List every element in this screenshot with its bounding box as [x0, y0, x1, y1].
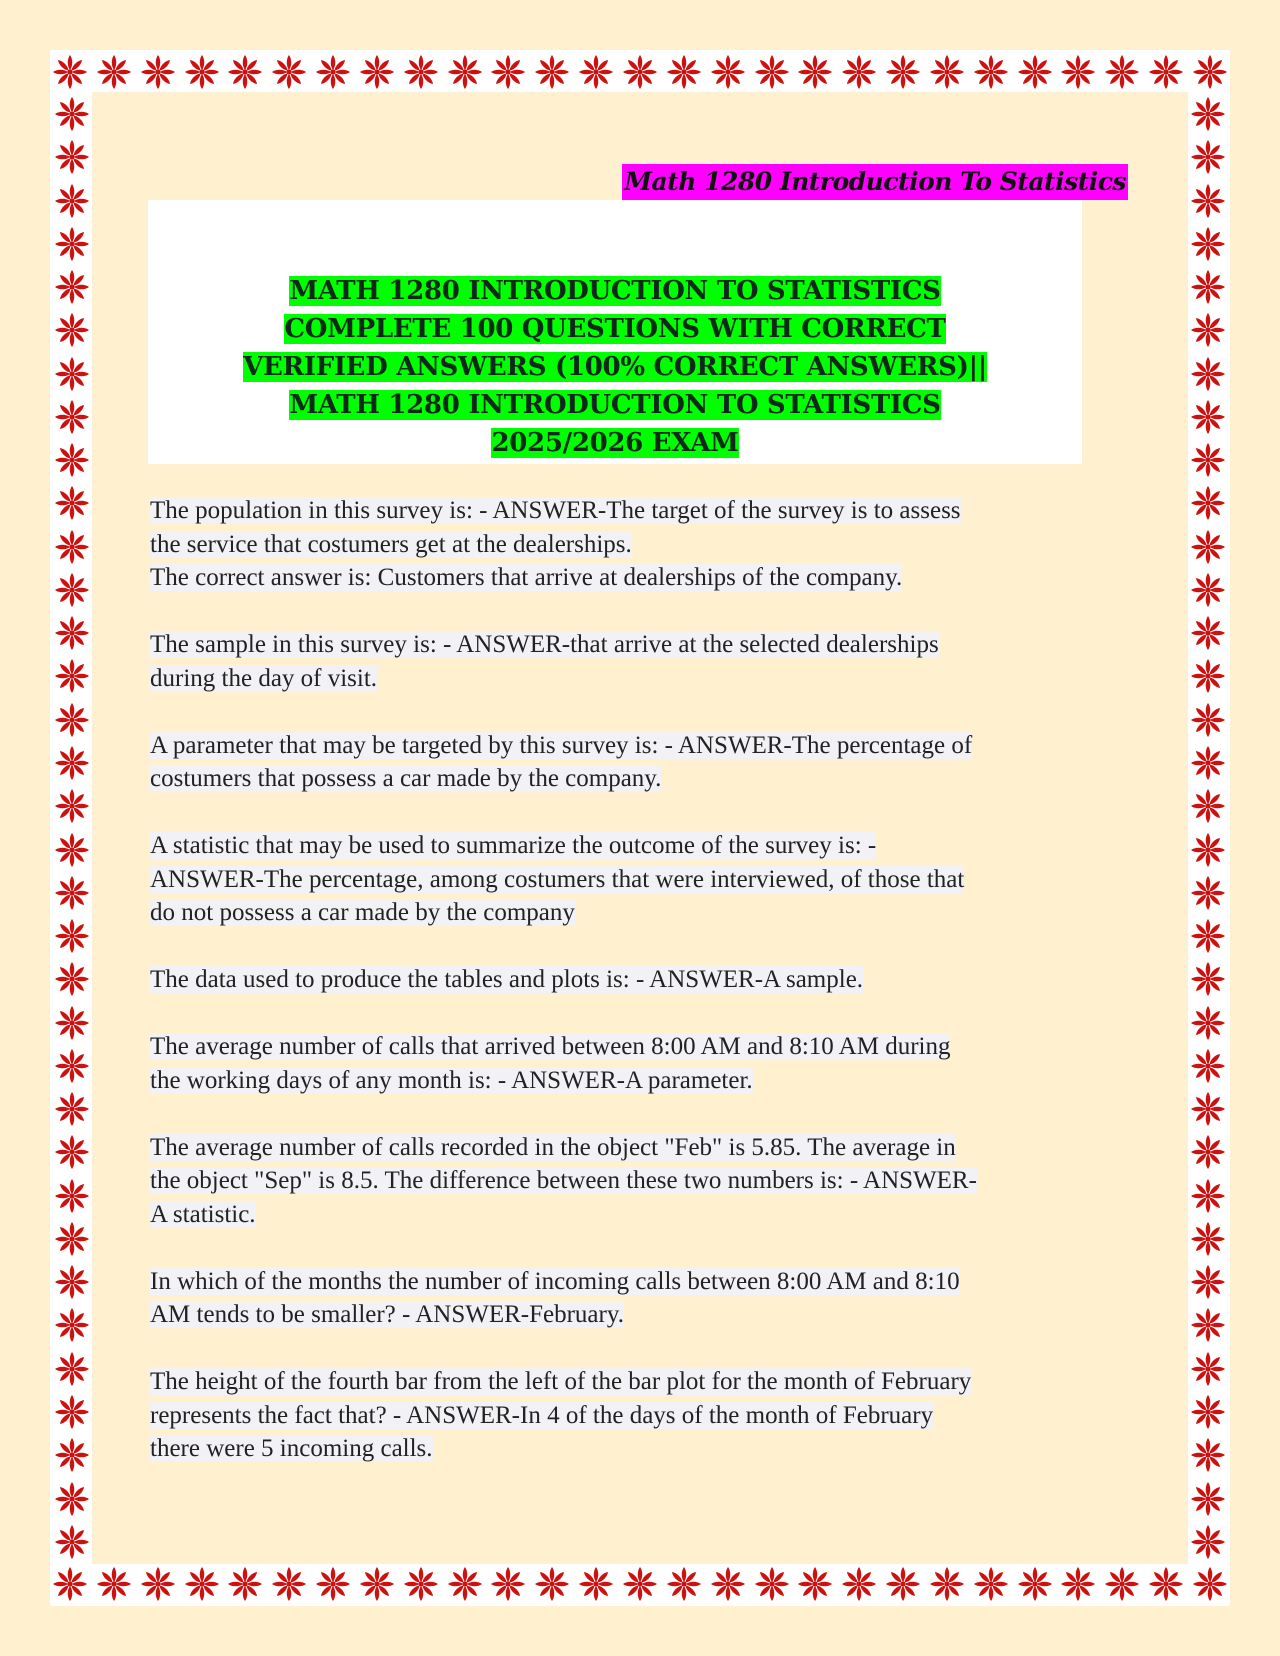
red-asterisk-star-icon [883, 1564, 923, 1604]
red-asterisk-star-icon [52, 1089, 92, 1129]
qa-line: The average number of calls recorded in the object "Feb" is 5.85. The average in [150, 1133, 956, 1161]
qa-line: The correct answer is: Customers that arrive at dealerships of the company. [150, 564, 903, 591]
red-asterisk-star-icon [1188, 1219, 1228, 1259]
red-asterisk-star-icon [52, 224, 92, 264]
red-asterisk-star-icon [52, 354, 92, 394]
red-asterisk-star-icon [269, 52, 309, 92]
qa-line: A parameter that may be targeted by this survey is: - ANSWER-The percentage of [150, 731, 973, 759]
red-asterisk-star-icon [839, 1564, 879, 1604]
title-line: VERIFIED ANSWERS (100% CORRECT ANSWERS)|| [243, 352, 987, 382]
red-asterisk-star-icon [620, 52, 660, 92]
red-asterisk-star-icon [1190, 52, 1230, 92]
red-asterisk-star-icon [1146, 52, 1186, 92]
qa-line: the service that costumers get at the dealerships. [150, 530, 632, 558]
decorative-border-frame [50, 50, 1230, 1606]
red-asterisk-star-icon [1015, 1564, 1055, 1604]
red-asterisk-star-icon [52, 873, 92, 913]
course-tag: Math 1280 Introduction To Statistics [622, 164, 1128, 200]
red-asterisk-star-icon [1188, 1262, 1228, 1302]
red-asterisk-star-icon [1188, 224, 1228, 264]
qa-item [150, 494, 1130, 595]
red-asterisk-star-icon [927, 52, 967, 92]
red-asterisk-star-icon [1188, 786, 1228, 826]
red-asterisk-star-icon [1188, 1349, 1228, 1389]
red-asterisk-star-icon [182, 1564, 222, 1604]
red-asterisk-star-icon [52, 570, 92, 610]
border-right [1186, 94, 1230, 1562]
red-asterisk-star-icon [1188, 354, 1228, 394]
red-asterisk-star-icon [1190, 1564, 1230, 1604]
red-asterisk-star-icon [50, 52, 90, 92]
border-bottom [50, 1562, 1230, 1606]
red-asterisk-star-icon [52, 959, 92, 999]
red-asterisk-star-icon [708, 52, 748, 92]
red-asterisk-star-icon [182, 52, 222, 92]
red-asterisk-star-icon [1188, 916, 1228, 956]
red-asterisk-star-icon [52, 1176, 92, 1216]
red-asterisk-star-icon [1188, 137, 1228, 177]
red-asterisk-star-icon [52, 440, 92, 480]
qa-item [150, 1265, 1130, 1332]
red-asterisk-star-icon [52, 397, 92, 437]
qa-item [150, 1365, 1130, 1466]
qa-item [150, 1030, 1130, 1097]
qa-line: there were 5 incoming calls. [150, 1435, 433, 1462]
qa-line: the working days of any month is: - ANSWER-A parameter. [150, 1066, 753, 1094]
red-asterisk-star-icon [1188, 1003, 1228, 1043]
red-asterisk-star-icon [52, 1046, 92, 1086]
red-asterisk-star-icon [52, 1305, 92, 1345]
red-asterisk-star-icon [1188, 181, 1228, 221]
red-asterisk-star-icon [52, 527, 92, 567]
red-asterisk-star-icon [52, 1479, 92, 1519]
red-asterisk-star-icon [1188, 267, 1228, 307]
qa-line: costumers that possess a car made by the company. [150, 765, 662, 792]
red-asterisk-star-icon [1188, 1305, 1228, 1345]
red-asterisk-star-icon [752, 52, 792, 92]
red-asterisk-star-icon [138, 1564, 178, 1604]
red-asterisk-star-icon [1188, 700, 1228, 740]
red-asterisk-star-icon [1058, 52, 1098, 92]
red-asterisk-star-icon [664, 52, 704, 92]
red-asterisk-star-icon [620, 1564, 660, 1604]
red-asterisk-star-icon [708, 1564, 748, 1604]
red-asterisk-star-icon [971, 1564, 1011, 1604]
qa-line: the object "Sep" is 8.5. The difference between these two numbers is: - ANSWER- [150, 1167, 977, 1194]
red-asterisk-star-icon [225, 1564, 265, 1604]
page-content [92, 92, 1188, 1564]
red-asterisk-star-icon [269, 1564, 309, 1604]
title-line: MATH 1280 INTRODUCTION TO STATISTICS [289, 276, 941, 306]
red-asterisk-star-icon [401, 1564, 441, 1604]
red-asterisk-star-icon [52, 916, 92, 956]
qa-line: during the day of visit. [150, 664, 378, 692]
red-asterisk-star-icon [883, 52, 923, 92]
red-asterisk-star-icon [313, 1564, 353, 1604]
red-asterisk-star-icon [52, 830, 92, 870]
red-asterisk-star-icon [1188, 570, 1228, 610]
red-asterisk-star-icon [664, 1564, 704, 1604]
red-asterisk-star-icon [1102, 1564, 1142, 1604]
red-asterisk-star-icon [1188, 1046, 1228, 1086]
qa-item [150, 729, 1130, 796]
qa-item [150, 628, 1130, 695]
qa-line: A statistic. [150, 1200, 256, 1228]
red-asterisk-star-icon [532, 52, 572, 92]
qa-list [150, 494, 1130, 1499]
qa-line: The data used to produce the tables and plots is: - ANSWER-A sample. [150, 966, 864, 993]
red-asterisk-star-icon [576, 52, 616, 92]
border-top [50, 50, 1230, 94]
red-asterisk-star-icon [1188, 959, 1228, 999]
red-asterisk-star-icon [52, 1262, 92, 1302]
red-asterisk-star-icon [1188, 830, 1228, 870]
red-asterisk-star-icon [52, 137, 92, 177]
red-asterisk-star-icon [1188, 94, 1228, 134]
red-asterisk-star-icon [357, 52, 397, 92]
qa-line: In which of the months the number of incoming calls between 8:00 AM and 8:10 [150, 1267, 960, 1295]
red-asterisk-star-icon [52, 656, 92, 696]
red-asterisk-star-icon [752, 1564, 792, 1604]
red-asterisk-star-icon [1102, 52, 1142, 92]
red-asterisk-star-icon [1188, 1392, 1228, 1432]
red-asterisk-star-icon [488, 1564, 528, 1604]
qa-item [150, 829, 1130, 930]
document-title [148, 272, 1082, 462]
red-asterisk-star-icon [927, 1564, 967, 1604]
red-asterisk-star-icon [795, 52, 835, 92]
red-asterisk-star-icon [576, 1564, 616, 1604]
red-asterisk-star-icon [488, 52, 528, 92]
red-asterisk-star-icon [1188, 656, 1228, 696]
red-asterisk-star-icon [1015, 52, 1055, 92]
qa-line: do not possess a car made by the company [150, 899, 575, 926]
red-asterisk-star-icon [1188, 1522, 1228, 1562]
qa-line: represents the fact that? - ANSWER-In 4 of the days of the month of February [150, 1401, 934, 1429]
red-asterisk-star-icon [401, 52, 441, 92]
red-asterisk-star-icon [1188, 1479, 1228, 1519]
qa-line: The height of the fourth bar from the left of the bar plot for the month of February [150, 1368, 972, 1395]
red-asterisk-star-icon [52, 310, 92, 350]
red-asterisk-star-icon [52, 181, 92, 221]
qa-item [150, 1131, 1130, 1232]
red-asterisk-star-icon [52, 613, 92, 653]
title-line: MATH 1280 INTRODUCTION TO STATISTICS [289, 390, 941, 420]
red-asterisk-star-icon [52, 700, 92, 740]
title-line: COMPLETE 100 QUESTIONS WITH CORRECT [284, 314, 946, 344]
red-asterisk-star-icon [52, 1003, 92, 1043]
qa-item [150, 963, 1130, 997]
red-asterisk-star-icon [1188, 1132, 1228, 1172]
red-asterisk-star-icon [52, 743, 92, 783]
title-box [148, 200, 1082, 464]
red-asterisk-star-icon [1188, 397, 1228, 437]
qa-line: ANSWER-The percentage, among costumers that were interviewed, of those that [150, 865, 965, 893]
qa-line: The sample in this survey is: - ANSWER-that arrive at the selected dealerships [150, 631, 939, 658]
border-left [50, 94, 94, 1562]
red-asterisk-star-icon [1188, 743, 1228, 783]
red-asterisk-star-icon [94, 52, 134, 92]
red-asterisk-star-icon [1188, 873, 1228, 913]
red-asterisk-star-icon [52, 94, 92, 134]
qa-line: A statistic that may be used to summarize the outcome of the survey is: - [150, 832, 877, 859]
red-asterisk-star-icon [1188, 527, 1228, 567]
red-asterisk-star-icon [52, 267, 92, 307]
red-asterisk-star-icon [1146, 1564, 1186, 1604]
red-asterisk-star-icon [52, 1435, 92, 1475]
red-asterisk-star-icon [1188, 440, 1228, 480]
red-asterisk-star-icon [795, 1564, 835, 1604]
red-asterisk-star-icon [52, 483, 92, 523]
red-asterisk-star-icon [52, 1392, 92, 1432]
red-asterisk-star-icon [94, 1564, 134, 1604]
red-asterisk-star-icon [1188, 310, 1228, 350]
red-asterisk-star-icon [50, 1564, 90, 1604]
red-asterisk-star-icon [1058, 1564, 1098, 1604]
red-asterisk-star-icon [445, 52, 485, 92]
red-asterisk-star-icon [313, 52, 353, 92]
red-asterisk-star-icon [357, 1564, 397, 1604]
red-asterisk-star-icon [225, 52, 265, 92]
red-asterisk-star-icon [1188, 613, 1228, 653]
red-asterisk-star-icon [52, 1349, 92, 1389]
red-asterisk-star-icon [1188, 483, 1228, 523]
red-asterisk-star-icon [532, 1564, 572, 1604]
red-asterisk-star-icon [138, 52, 178, 92]
red-asterisk-star-icon [971, 52, 1011, 92]
red-asterisk-star-icon [52, 1132, 92, 1172]
qa-line: AM tends to be smaller? - ANSWER-February. [150, 1301, 624, 1328]
red-asterisk-star-icon [52, 1219, 92, 1259]
red-asterisk-star-icon [839, 52, 879, 92]
qa-line: The population in this survey is: - ANSWER-The target of the survey is to assess [150, 497, 961, 524]
qa-line: The average number of calls that arrived between 8:00 AM and 8:10 AM during [150, 1033, 951, 1060]
red-asterisk-star-icon [1188, 1435, 1228, 1475]
red-asterisk-star-icon [52, 1522, 92, 1562]
red-asterisk-star-icon [1188, 1176, 1228, 1216]
red-asterisk-star-icon [445, 1564, 485, 1604]
red-asterisk-star-icon [1188, 1089, 1228, 1129]
red-asterisk-star-icon [52, 786, 92, 826]
title-line: 2025/2026 EXAM [491, 428, 739, 458]
